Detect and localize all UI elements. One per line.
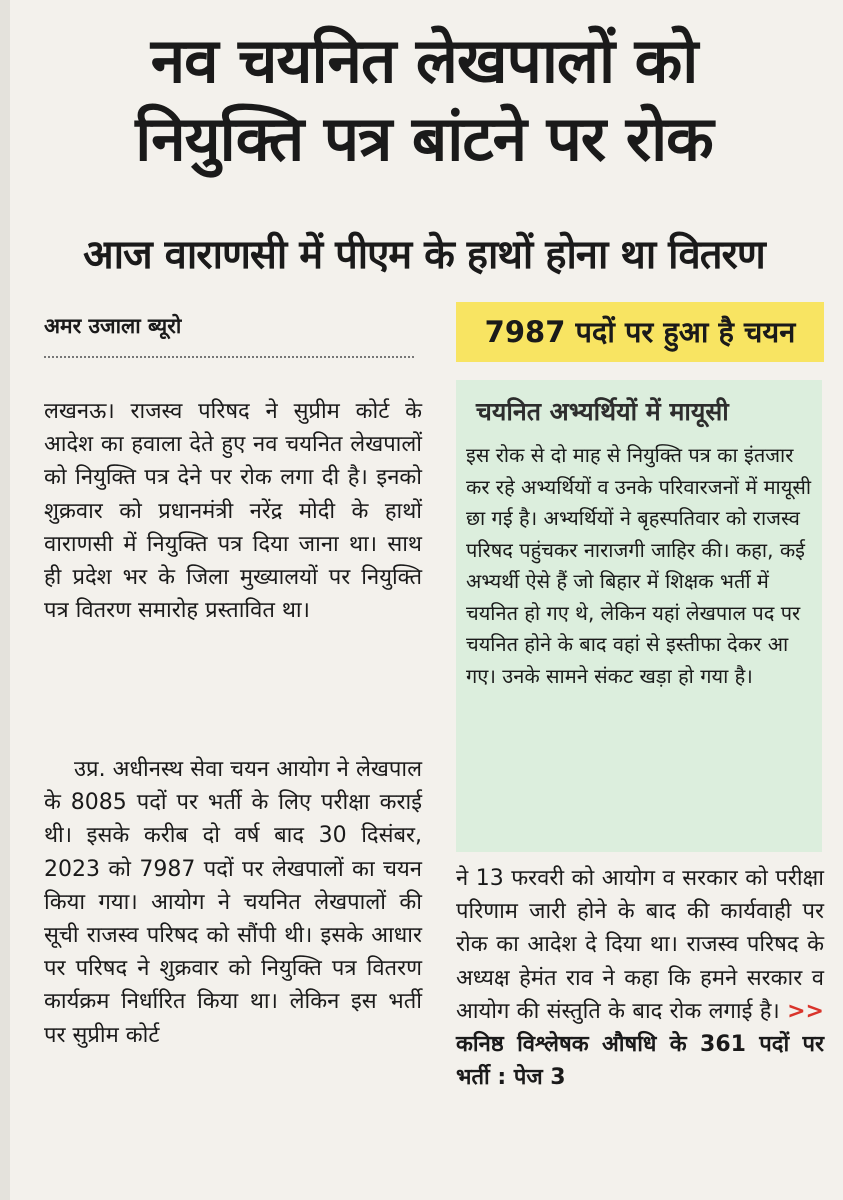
page-edge [0, 0, 10, 1200]
paragraph-3-text: ने 13 फरवरी को आयोग व सरकार को परीक्षा परिणाम जारी होने के बाद की कार्यवाही पर रोक का आदेश दे दिया था। राजस्व परिषद के अध्यक्ष हेमंत राव ने कहा कि हमने सरकार व आयोग की संस्तुति के बाद रोक लगाई है। [456, 866, 824, 1024]
article-paragraph-3 [456, 862, 824, 1094]
article-paragraph-1: लखनऊ। राजस्व परिषद ने सुप्रीम कोर्ट के आदेश का हवाला देते हुए नव चयनित लेखपालों को नियुक्ति पत्र देने पर रोक लगा दी है। इनको शुक्रवार को प्रधानमंत्री नरेंद्र मोदी के हाथों वाराणसी में नियुक्ति पत्र दिया जाना था। साथ ही प्रदेश भर के जिला मुख्यालयों पर नियुक्ति पत्र वितरण समारोह प्रस्तावित था। [44, 399, 422, 624]
sidebox-title: चयनित अभ्यर्थियों में मायूसी [476, 397, 729, 426]
sidebox [456, 380, 822, 852]
byline-divider [44, 356, 414, 358]
sidebox-text: इस रोक से दो माह से नियुक्ति पत्र का इंतजार कर रहे अभ्यर्थियों व उनके परिवारजनों में मायूसी छा गई है। अभ्यर्थियों ने बृहस्पतिवार को राजस्व परिषद पहुंचकर नाराजगी जाहिर की। कहा, कई अभ्यर्थी ऐसे हैं जो बिहार में शिक्षक भर्ती में चयनित हो गए थे, लेकिन यहां लेखपाल पद पर चयनित होने के बाद वहां से इस्तीफा देकर आ गए। उनके सामने संकट खड़ा हो गया है। [466, 443, 812, 688]
headline-line2: नियुक्ति पत्र बांटने पर रोक [135, 102, 713, 175]
page-reference[interactable]: कनिष्ठ विश्लेषक औषधि के 361 पदों पर भर्ती : पेज 3 [456, 1032, 824, 1091]
highlight-badge: 7987 पदों पर हुआ है चयन [456, 302, 824, 362]
article-paragraph-2: उप्र. अधीनस्थ सेवा चयन आयोग ने लेखपाल के 8085 पदों पर भर्ती के लिए परीक्षा कराई थी। इसके करीब दो वर्ष बाद 30 दिसंबर, 2023 को 7987 पदों पर लेखपालों का चयन किया गया। आयोग ने चयनित लेखपालों की सूची राजस्व परिषद को सौंपी थी। इसके आधार पर परिषद ने शुक्रवार को नियुक्ति पत्र वितरण कार्यक्रम निर्धारित किया था। लेकिन इस भर्ती पर सुप्रीम कोर्ट [44, 757, 422, 1048]
byline: अमर उजाला ब्यूरो [44, 314, 182, 338]
headline-line1: नव चयनित लेखपालों को [150, 24, 698, 97]
subheadline: आज वाराणसी में पीएम के हाथों होना था वितरण [83, 232, 765, 278]
reference-arrow-icon: >> [787, 998, 824, 1024]
